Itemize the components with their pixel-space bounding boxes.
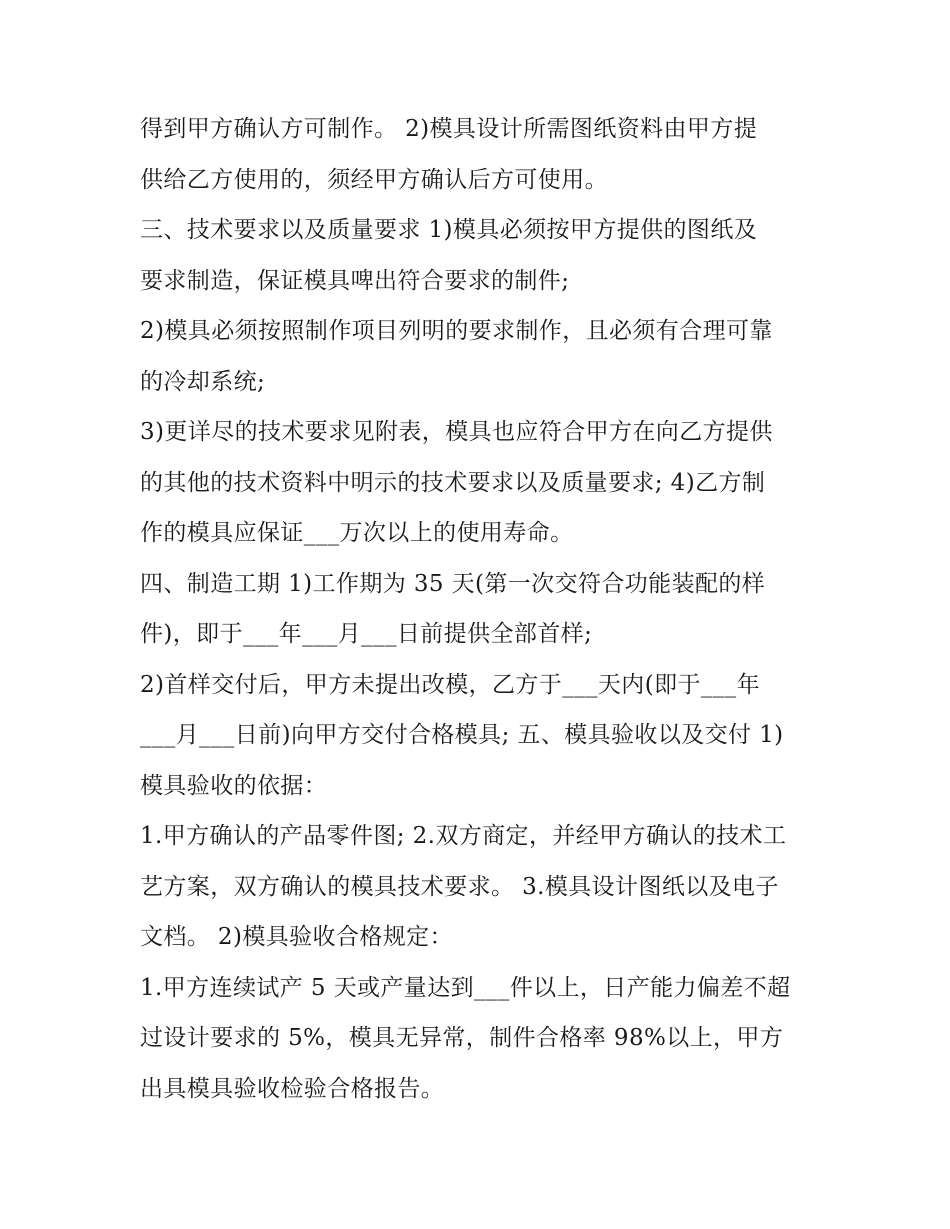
text-line: 出具模具验收检验合格报告。 (140, 1075, 445, 1102)
text-line: 过设计要求的 5%，模具无异常，制件合格率 98%以上，甲方 (140, 1025, 784, 1051)
text-line: ___月___日前)向甲方交付合格模具; 五、模具验收以及交付 1) (140, 722, 784, 748)
text-line: 1.甲方连续试产 5 天或产量达到___件以上，日产能力偏差不超 (140, 974, 791, 1001)
text-line: 作的模具应保证___万次以上的使用寿命。 (140, 520, 574, 546)
section-heading-line: 三、技术要求以及质量要求 1)模具必须按甲方提供的图纸及 (140, 217, 758, 243)
text-line: 艺方案，双方确认的模具技术要求。 3.模具设计图纸以及电子 (140, 873, 779, 900)
text-line: 2)模具必须按照制作项目列明的要求制作，且必须有合理可靠 (140, 318, 773, 344)
text-line: 的其他的技术资料中明示的技术要求以及质量要求; 4)乙方制 (140, 469, 766, 496)
text-line: 模具验收的依据： (140, 772, 328, 799)
text-line: 文档。 2)模具验收合格规定： (140, 924, 453, 950)
text-line: 2)首样交付后，甲方未提出改模，乙方于___天内(即于___年 (140, 671, 760, 698)
text-line: 的冷却系统; (140, 368, 266, 395)
text-line: 供给乙方使用的，须经甲方确认后方可使用。 (140, 166, 608, 193)
text-line: 件)，即于___年___月___日前提供全部首样; (140, 621, 593, 647)
text-line: 3)更详尽的技术要求见附表，模具也应符合甲方在向乙方提供 (140, 419, 773, 445)
document-body (140, 104, 830, 1114)
text-line: 要求制造，保证模具啤出符合要求的制件; (140, 267, 570, 294)
text-line: 1.甲方确认的产品零件图; 2.双方商定，并经甲方确认的技术工 (140, 823, 787, 849)
section-heading-line: 四、制造工期 1)工作期为 35 天(第一次交符合功能装配的样 (140, 570, 766, 597)
text-line: 得到甲方确认方可制作。 2)模具设计所需图纸资料由甲方提 (140, 116, 758, 142)
